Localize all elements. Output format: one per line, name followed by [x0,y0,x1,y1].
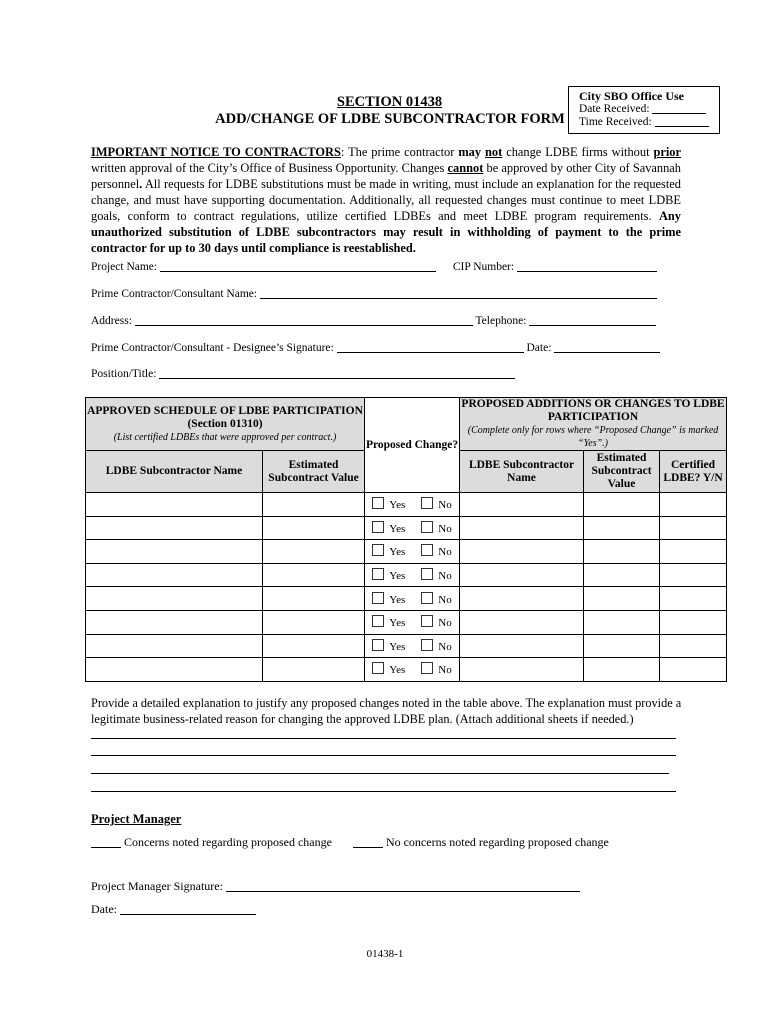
table-row [86,493,727,517]
no-checkbox[interactable] [421,662,433,674]
yes-checkbox[interactable] [372,568,384,580]
page-number: 01438-1 [366,948,404,960]
proposed-value-cell[interactable] [584,563,660,587]
proposed-change-cell [365,563,460,587]
proposed-value-cell[interactable] [584,610,660,634]
table-row [86,610,727,634]
notice-lead: IMPORTANT NOTICE TO CONTRACTORS [91,145,341,159]
yes-label: Yes [389,664,406,677]
approved-value-cell[interactable] [263,610,365,634]
approved-ldbe-name-cell[interactable] [86,658,263,682]
approved-ldbe-name-cell[interactable] [86,516,263,540]
project-name-row: Project Name: CIP Number: [91,261,657,273]
approved-value-cell[interactable] [263,563,365,587]
proposed-ldbe-name-cell[interactable] [460,540,584,564]
certified-ldbe-cell[interactable] [660,658,727,682]
explanation-line[interactable] [91,791,676,792]
important-notice: IMPORTANT NOTICE TO CONTRACTORS: The prime contractor may not change LDBE firms without prior written approval of the City’s Office of Business Opportunity. Changes cannot be approved by other City of Savannah personnel. All requests for LDBE substitutions must be made in writing, must include an explanation for the requested change, and must have supporting documentation. Additionally, all requested changes must continue to meet LDBE goals, conform to contract regulations, utilize certified LDBEs and meet LDBE program requirements. Any unauthorized substitution of LDBE subcontractors may result in withholding of payment to the prime contractor for up to 30 days until compliance is reestablished. [91,145,682,255]
explanation-line[interactable] [91,738,676,739]
form-title [160,94,620,128]
no-label: No [438,640,452,653]
section-number: SECTION 01438 [336,94,443,110]
table-row [86,563,727,587]
yes-label: Yes [389,617,406,630]
no-label: No [438,499,452,512]
address-row: Address: Telephone: [91,315,656,327]
position-row: Position/Title: [91,368,515,380]
approved-value-cell[interactable] [263,493,365,517]
col-approved-ldbe-name: LDBE Subcontractor Name [86,451,263,493]
concerns-checkline[interactable] [91,847,121,848]
approved-ldbe-name-cell[interactable] [86,540,263,564]
proposed-change-header: Proposed Change? [365,398,460,493]
yes-checkbox[interactable] [372,662,384,674]
no-checkbox[interactable] [421,497,433,509]
yes-label: Yes [389,546,406,559]
proposed-change-cell [365,587,460,611]
approved-ldbe-name-cell[interactable] [86,610,263,634]
certified-ldbe-cell[interactable] [660,493,727,517]
proposed-change-cell [365,610,460,634]
project-manager-title: Project Manager [91,812,182,826]
proposed-ldbe-name-cell[interactable] [460,658,584,682]
proposed-ldbe-name-cell[interactable] [460,563,584,587]
approved-value-cell[interactable] [263,634,365,658]
table-row [86,587,727,611]
table-row [86,634,727,658]
approved-ldbe-name-cell[interactable] [86,587,263,611]
table-row [86,540,727,564]
approved-ldbe-name-cell[interactable] [86,493,263,517]
position-title-input[interactable] [159,378,515,379]
proposed-ldbe-name-cell[interactable] [460,587,584,611]
certified-ldbe-cell[interactable] [660,634,727,658]
no-checkbox[interactable] [421,544,433,556]
yes-checkbox[interactable] [372,544,384,556]
no-checkbox[interactable] [421,592,433,604]
certified-ldbe-cell[interactable] [660,516,727,540]
no-label: No [438,617,452,630]
certified-ldbe-cell[interactable] [660,563,727,587]
col-approved-value: Estimated Subcontract Value [263,451,365,493]
no-checkbox[interactable] [421,639,433,651]
approved-schedule-header: APPROVED SCHEDULE OF LDBE PARTICIPATION (Section 01310) (List certified LDBEs that were approved per contract.) [86,398,365,451]
explanation-line[interactable] [91,755,676,756]
signature-date-input[interactable] [554,352,660,353]
proposed-value-cell[interactable] [584,587,660,611]
no-label: No [438,664,452,677]
no-checkbox[interactable] [421,521,433,533]
notice-warning: Any unauthorized substitution of LDBE subcontractors may result in withholding of payment to the prime contractor for up to 30 days until compliance is reestablished. [91,209,681,255]
yes-label: Yes [389,570,406,583]
proposed-ldbe-name-cell[interactable] [460,634,584,658]
approved-value-cell[interactable] [263,516,365,540]
proposed-change-cell [365,658,460,682]
no-checkbox[interactable] [421,568,433,580]
telephone-input[interactable] [529,325,656,326]
proposed-value-cell[interactable] [584,540,660,564]
form-name: ADD/CHANGE OF LDBE SUBCONTRACTOR FORM [215,111,565,127]
approved-value-cell[interactable] [263,587,365,611]
explanation-line[interactable] [91,773,669,774]
time-received-field[interactable]: Time Received: [579,116,709,129]
yes-label: Yes [389,522,406,535]
proposed-change-cell [365,634,460,658]
date-received-field[interactable]: Date Received: [579,103,709,116]
pm-signature-input[interactable] [226,891,580,892]
proposed-ldbe-name-cell[interactable] [460,493,584,517]
proposed-value-cell[interactable] [584,516,660,540]
yes-checkbox[interactable] [372,592,384,604]
proposed-change-cell [365,516,460,540]
prime-contractor-input[interactable] [260,298,657,299]
no-label: No [438,570,452,583]
no-concerns-checkline[interactable] [353,847,383,848]
explanation-instructions: Provide a detailed explanation to justify any proposed changes noted in the table above. The explanation must provide a legitimate business-related reason for changing the approved LDBE plan. (Attach additional sheets if needed.) [91,696,682,726]
yes-checkbox[interactable] [372,639,384,651]
no-label: No [438,522,452,535]
ldbe-table [85,397,726,682]
pm-date-row: Date: [91,902,256,917]
approved-value-cell[interactable] [263,540,365,564]
project-name-input[interactable] [160,271,436,272]
table-row [86,516,727,540]
pm-signature-row: Project Manager Signature: [91,879,580,894]
proposed-change-cell [365,540,460,564]
yes-checkbox[interactable] [372,521,384,533]
proposed-value-cell[interactable] [584,493,660,517]
approved-value-cell[interactable] [263,658,365,682]
col-proposed-value: Estimated Subcontract Value [584,451,660,493]
yes-checkbox[interactable] [372,615,384,627]
signature-row: Prime Contractor/Consultant - Designee’s Signature: Date: [91,342,660,354]
pm-date-input[interactable] [120,914,256,915]
approved-ldbe-name-cell[interactable] [86,634,263,658]
certified-ldbe-cell[interactable] [660,540,727,564]
proposed-ldbe-name-cell[interactable] [460,516,584,540]
proposed-additions-header: PROPOSED ADDITIONS OR CHANGES TO LDBE PARTICIPATION (Complete only for rows where “Proposed Change” is marked “Yes”.) [461,398,725,449]
prime-contractor-row: Prime Contractor/Consultant Name: [91,288,657,300]
proposed-change-cell [365,493,460,517]
office-use-title: City SBO Office Use [579,89,684,103]
no-checkbox[interactable] [421,615,433,627]
table-row [86,658,727,682]
proposed-value-cell[interactable] [584,658,660,682]
no-label: No [438,593,452,606]
approved-ldbe-name-cell[interactable] [86,563,263,587]
yes-checkbox[interactable] [372,497,384,509]
col-certified-ldbe: Certified LDBE? Y/N [660,451,727,493]
yes-label: Yes [389,593,406,606]
address-input[interactable] [135,325,473,326]
cip-number-input[interactable] [517,271,657,272]
certified-ldbe-cell[interactable] [660,587,727,611]
proposed-ldbe-name-cell[interactable] [460,610,584,634]
proposed-value-cell[interactable] [584,634,660,658]
yes-label: Yes [389,499,406,512]
col-proposed-ldbe-name: LDBE Subcontractor Name [460,451,584,493]
no-label: No [438,546,452,559]
designee-signature-input[interactable] [337,352,524,353]
yes-label: Yes [389,640,406,653]
certified-ldbe-cell[interactable] [660,610,727,634]
pm-concerns-row: Concerns noted regarding proposed change No concerns noted regarding proposed change [91,835,609,850]
